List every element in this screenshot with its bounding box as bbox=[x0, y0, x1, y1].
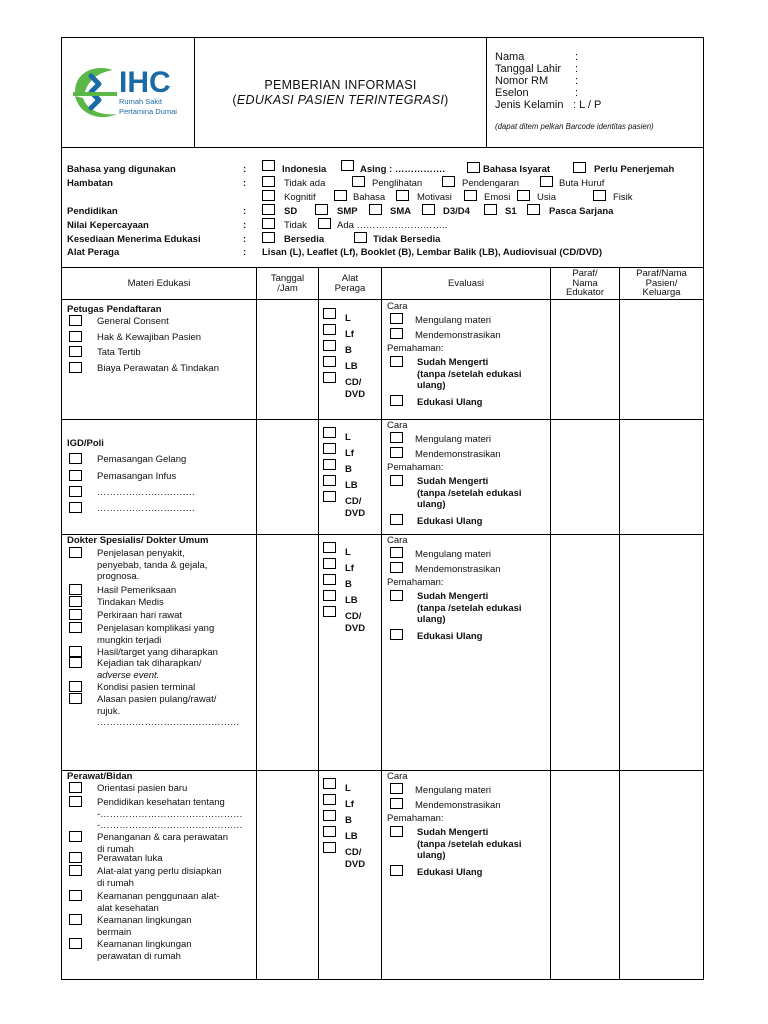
materi-checkbox-3-6[interactable] bbox=[69, 914, 82, 925]
kepercayaan-label: Nilai Kepercayaan bbox=[67, 220, 149, 231]
section-title-3: Perawat/Bidan bbox=[67, 771, 133, 782]
materi-checkbox-1-1[interactable] bbox=[69, 470, 82, 481]
materi-checkbox-3-0[interactable] bbox=[69, 782, 82, 793]
materi-item-3-3: Perawatan luka bbox=[97, 853, 163, 864]
alat-label-0-1: Lf bbox=[345, 329, 354, 340]
eselon-field[interactable]: Eselon : bbox=[495, 87, 579, 99]
barcode-note: (dapat ditem pelkan Barcode identitas pasien) bbox=[495, 122, 654, 131]
materi-item-3-2: Penanganan & cara perawatan di rumah bbox=[97, 832, 228, 855]
patient-identity-cell bbox=[487, 38, 703, 148]
section-title-0: Petugas Pendaftaran bbox=[67, 304, 162, 315]
materi-dots-1: -……………………………………… bbox=[97, 809, 243, 820]
alat-checkbox-0-0[interactable] bbox=[323, 308, 336, 319]
eval-demonstrasi-checkbox-3[interactable] bbox=[390, 798, 403, 809]
eval-pemahaman-0: Pemahaman: bbox=[387, 343, 444, 354]
materi-checkbox-2-3[interactable] bbox=[69, 609, 82, 620]
materi-item-1-0: Pemasangan Gelang bbox=[97, 454, 187, 465]
eval-mengulang-1: Mengulang materi bbox=[415, 434, 492, 445]
materi-checkbox-2-8[interactable] bbox=[69, 693, 82, 704]
materi-item-3-4: Alat-alat yang perlu disiapkan di rumah bbox=[97, 866, 222, 889]
eval-pemahaman-3: Pemahaman: bbox=[387, 813, 444, 824]
materi-checkbox-2-2[interactable] bbox=[69, 596, 82, 607]
eval-cara-3: Cara bbox=[387, 771, 408, 782]
materi-item-0-0: General Consent bbox=[97, 316, 169, 327]
materi-item-3-6: Keamanan lingkungan bermain bbox=[97, 915, 192, 938]
birth-date-field[interactable]: Tanggal Lahir : bbox=[495, 63, 579, 75]
materi-checkbox-2-4[interactable] bbox=[69, 622, 82, 633]
eval-ulang-checkbox-3[interactable] bbox=[390, 865, 403, 876]
alat-label-3-0: L bbox=[345, 783, 351, 794]
materi-item-2-6: Kejadian tak diharapkan/ bbox=[97, 658, 202, 669]
pendidikan-sd-checkbox[interactable] bbox=[262, 204, 275, 215]
alat-checkbox-0-1[interactable] bbox=[323, 324, 336, 335]
materi-dots: ……………………………………… bbox=[97, 717, 240, 728]
header-materi: Materi Edukasi bbox=[127, 277, 191, 289]
pendidikan-smp-checkbox[interactable] bbox=[315, 204, 328, 215]
materi-checkbox-0-1[interactable] bbox=[69, 331, 82, 342]
education-table bbox=[62, 268, 703, 979]
materi-checkbox-2-5[interactable] bbox=[69, 646, 82, 657]
alat-checkbox-2-0[interactable] bbox=[323, 542, 336, 553]
hambatan-pendengaran-checkbox[interactable] bbox=[442, 176, 455, 187]
eval-ulang-1: Edukasi Ulang bbox=[417, 516, 483, 527]
alat-label-0-2: B bbox=[345, 345, 352, 356]
alat-label-0-4: CD/ DVD bbox=[345, 377, 366, 400]
header-tanggal: Tanggal /Jam bbox=[270, 272, 305, 294]
bahasa-asing-checkbox[interactable] bbox=[341, 160, 354, 171]
form-header bbox=[62, 38, 703, 148]
alat-checkbox-2-3[interactable] bbox=[323, 590, 336, 601]
hambatan-emosi-checkbox[interactable] bbox=[464, 190, 477, 201]
alat-label-1-1: Lf bbox=[345, 448, 354, 459]
section-title-2: Dokter Spesialis/ Dokter Umum bbox=[67, 535, 209, 546]
materi-checkbox-1-0[interactable] bbox=[69, 453, 82, 464]
alat-label-3-1: Lf bbox=[345, 799, 354, 810]
section-title-1: IGD/Poli bbox=[67, 438, 104, 449]
patient-info-section: Bahasa yang digunakan : Indonesia Asing : ……………. Bahasa Isyarat Perlu Penerjemah Hambatan : Tidak ada Penglihatan Pendengaran Buta Huruf Kognitif Bahasa Motivasi Emosi Usia Fisik Pendidikan : SD SMP SMA D3/D4 S1 Pasca Sarjana Nilai Kepercayaan : Tidak Ada ……………………….. Kesediaan Menerima Edukasi : Bersedia Tidak Bersedia Alat Peraga : Lisan (L), Leaflet (Lf), Booklet (B), Lembar Balik (LB), Audiovisual (CD/DVD) bbox=[62, 148, 703, 268]
materi-checkbox-3-4[interactable] bbox=[69, 865, 82, 876]
eval-mengulang-3: Mengulang materi bbox=[415, 785, 492, 796]
alat-checkbox-2-1[interactable] bbox=[323, 558, 336, 569]
alat-label-1-0: L bbox=[345, 432, 351, 443]
education-form bbox=[61, 37, 704, 980]
hambatan-usia-checkbox[interactable] bbox=[517, 190, 530, 201]
materi-checkbox-2-7[interactable] bbox=[69, 681, 82, 692]
materi-dots-2: -……………………………………… bbox=[97, 820, 243, 831]
logo-brand-text: IHC bbox=[119, 66, 171, 99]
title-cell bbox=[195, 38, 487, 148]
kepercayaan-tidak-checkbox[interactable] bbox=[262, 218, 275, 229]
materi-item-1-2: …………………………. bbox=[97, 487, 195, 498]
hambatan-kognitif-checkbox[interactable] bbox=[262, 190, 275, 201]
alat-label-2-3: LB bbox=[345, 595, 358, 606]
materi-item-2-3: Perkiraan hari rawat bbox=[97, 610, 183, 621]
logo-cell bbox=[62, 38, 195, 148]
materi-checkbox-0-0[interactable] bbox=[69, 315, 82, 326]
eval-sudah-3: Sudah Mengerti (tanpa /setelah edukasi ulang) bbox=[417, 827, 522, 861]
materi-item-3-0: Orientasi pasien baru bbox=[97, 783, 188, 794]
eval-sudah-0: Sudah Mengerti (tanpa /setelah edukasi ulang) bbox=[417, 357, 522, 391]
materi-item-2-2: Tindakan Medis bbox=[97, 597, 164, 608]
eval-ulang-2: Edukasi Ulang bbox=[417, 631, 483, 642]
eval-ulang-checkbox-0[interactable] bbox=[390, 395, 403, 406]
materi-item-0-2: Tata Tertib bbox=[97, 347, 141, 358]
patient-name-field[interactable]: Nama : bbox=[495, 51, 579, 63]
materi-checkbox-0-3[interactable] bbox=[69, 362, 82, 373]
alat-label-1-4: CD/ DVD bbox=[345, 496, 366, 519]
eval-demonstrasi-checkbox-1[interactable] bbox=[390, 447, 403, 458]
hambatan-bahasa-checkbox[interactable] bbox=[334, 190, 347, 201]
materi-checkbox-1-2[interactable] bbox=[69, 486, 82, 497]
alat-checkbox-3-1[interactable] bbox=[323, 794, 336, 805]
alat-checkbox-3-4[interactable] bbox=[323, 842, 336, 853]
eval-pemahaman-1: Pemahaman: bbox=[387, 462, 444, 473]
rm-number-field[interactable]: Nomor RM : bbox=[495, 75, 579, 87]
materi-checkbox-3-3[interactable] bbox=[69, 852, 82, 863]
alat-checkbox-3-0[interactable] bbox=[323, 778, 336, 789]
bahasa-label: Bahasa yang digunakan bbox=[67, 164, 176, 175]
materi-item-2-0: Penjelasan penyakit, penyebab, tanda & gejala, prognosa. bbox=[97, 548, 208, 582]
materi-checkbox-3-7[interactable] bbox=[69, 938, 82, 949]
perlu-penerjemah-checkbox[interactable] bbox=[573, 162, 586, 173]
alat-label-2-2: B bbox=[345, 579, 352, 590]
alat-label-0-0: L bbox=[345, 313, 351, 324]
eval-sudah-1: Sudah Mengerti (tanpa /setelah edukasi ulang) bbox=[417, 476, 522, 510]
eval-demonstrasi-2: Mendemonstrasikan bbox=[415, 564, 501, 575]
hambatan-label: Hambatan bbox=[67, 178, 113, 189]
alat-checkbox-1-2[interactable] bbox=[323, 459, 336, 470]
eval-mengulang-checkbox-0[interactable] bbox=[390, 313, 403, 324]
eval-sudah-checkbox-2[interactable] bbox=[390, 590, 403, 601]
alat-peraga-legend: Lisan (L), Leaflet (Lf), Booklet (B), Lembar Balik (LB), Audiovisual (CD/DVD) bbox=[262, 247, 603, 258]
materi-checkbox-3-5[interactable] bbox=[69, 890, 82, 901]
eval-mengulang-2: Mengulang materi bbox=[415, 549, 492, 560]
alat-checkbox-3-3[interactable] bbox=[323, 826, 336, 837]
alat-label-2-1: Lf bbox=[345, 563, 354, 574]
form-title-line1: PEMBERIAN INFORMASI bbox=[264, 78, 417, 92]
materi-item-2-7: Kondisi pasien terminal bbox=[97, 682, 196, 693]
materi-checkbox-3-2[interactable] bbox=[69, 831, 82, 842]
alat-checkbox-2-2[interactable] bbox=[323, 574, 336, 585]
materi-checkbox-2-1[interactable] bbox=[69, 584, 82, 595]
eval-sudah-checkbox-3[interactable] bbox=[390, 826, 403, 837]
materi-item-0-3: Biaya Perawatan & Tindakan bbox=[97, 363, 219, 374]
alat-checkbox-0-4[interactable] bbox=[323, 372, 336, 383]
hospital-logo bbox=[65, 58, 193, 130]
eval-ulang-checkbox-1[interactable] bbox=[390, 514, 403, 525]
materi-item-adverse: adverse event. bbox=[97, 670, 160, 681]
alat-label-1-3: LB bbox=[345, 480, 358, 491]
eval-demonstrasi-1: Mendemonstrasikan bbox=[415, 449, 501, 460]
eval-sudah-checkbox-1[interactable] bbox=[390, 475, 403, 486]
eval-demonstrasi-0: Mendemonstrasikan bbox=[415, 330, 501, 341]
hambatan-buta-huruf-checkbox[interactable] bbox=[540, 176, 553, 187]
pendidikan-d3d4-checkbox[interactable] bbox=[422, 204, 435, 215]
alat-checkbox-1-3[interactable] bbox=[323, 475, 336, 486]
eval-mengulang-0: Mengulang materi bbox=[415, 315, 492, 326]
header-alat: Alat Peraga bbox=[334, 272, 366, 294]
materi-checkbox-1-3[interactable] bbox=[69, 502, 82, 513]
alat-label-2-4: CD/ DVD bbox=[345, 611, 366, 634]
alat-checkbox-2-4[interactable] bbox=[323, 606, 336, 617]
eval-demonstrasi-checkbox-0[interactable] bbox=[390, 328, 403, 339]
hambatan-tidak-ada-checkbox[interactable] bbox=[262, 176, 275, 187]
kepercayaan-ada-checkbox[interactable] bbox=[318, 218, 331, 229]
materi-item-2-4: Penjelasan komplikasi yang mungkin terjadi bbox=[97, 623, 215, 646]
alat-label-3-4: CD/ DVD bbox=[345, 847, 366, 870]
materi-item-2-1: Hasil Pemeriksaan bbox=[97, 585, 177, 596]
pendidikan-sma-checkbox[interactable] bbox=[369, 204, 382, 215]
alat-peraga-label: Alat Peraga bbox=[67, 247, 120, 258]
alat-label-2-0: L bbox=[345, 547, 351, 558]
materi-item-3-1: Pendidikan kesehatan tentang bbox=[97, 797, 225, 808]
eval-mengulang-checkbox-2[interactable] bbox=[390, 547, 403, 558]
eval-cara-0: Cara bbox=[387, 301, 408, 312]
materi-item-1-3: …………………………. bbox=[97, 503, 195, 514]
header-paraf-pasien: Paraf/Nama Pasien/ Keluarga bbox=[636, 267, 687, 299]
pendidikan-label: Pendidikan bbox=[67, 206, 118, 217]
alat-checkbox-3-2[interactable] bbox=[323, 810, 336, 821]
alat-checkbox-0-3[interactable] bbox=[323, 356, 336, 367]
materi-item-2-8: Alasan pasien pulang/rawat/ rujuk. bbox=[97, 694, 217, 717]
alat-checkbox-1-1[interactable] bbox=[323, 443, 336, 454]
materi-checkbox-2-6[interactable] bbox=[69, 657, 82, 668]
eval-ulang-3: Edukasi Ulang bbox=[417, 867, 483, 878]
logo-line1: Rumah Sakit bbox=[119, 97, 162, 106]
materi-checkbox-0-2[interactable] bbox=[69, 346, 82, 357]
hambatan-penglihatan-checkbox[interactable] bbox=[352, 176, 365, 187]
materi-item-1-1: Pemasangan Infus bbox=[97, 471, 177, 482]
eval-demonstrasi-3: Mendemonstrasikan bbox=[415, 800, 501, 811]
alat-checkbox-1-4[interactable] bbox=[323, 491, 336, 502]
materi-item-3-5: Keamanan penggunaan alat- alat kesehatan bbox=[97, 891, 220, 914]
alat-label-3-3: LB bbox=[345, 831, 358, 842]
materi-item-0-1: Hak & Kewajiban Pasien bbox=[97, 332, 202, 343]
bahasa-indonesia-checkbox[interactable] bbox=[262, 160, 275, 171]
eval-pemahaman-2: Pemahaman: bbox=[387, 577, 444, 588]
eval-sudah-checkbox-0[interactable] bbox=[390, 356, 403, 367]
logo-line2: Pertamina Dumai bbox=[119, 107, 177, 116]
eval-cara-2: Cara bbox=[387, 535, 408, 546]
eval-mengulang-checkbox-1[interactable] bbox=[390, 432, 403, 443]
alat-checkbox-1-0[interactable] bbox=[323, 427, 336, 438]
kesediaan-tidak-bersedia-checkbox[interactable] bbox=[354, 232, 367, 243]
eval-ulang-0: Edukasi Ulang bbox=[417, 397, 483, 408]
eval-sudah-2: Sudah Mengerti (tanpa /setelah edukasi ulang) bbox=[417, 591, 522, 625]
eval-cara-1: Cara bbox=[387, 420, 408, 431]
form-title-line2: (EDUKASI PASIEN TERINTEGRASI) bbox=[232, 93, 449, 107]
eval-demonstrasi-checkbox-2[interactable] bbox=[390, 562, 403, 573]
gender-field[interactable]: Jenis Kelamin : L / P bbox=[495, 99, 602, 111]
kesediaan-bersedia-checkbox[interactable] bbox=[262, 232, 275, 243]
bahasa-isyarat-checkbox[interactable] bbox=[467, 162, 480, 173]
eval-mengulang-checkbox-3[interactable] bbox=[390, 783, 403, 794]
alat-label-3-2: B bbox=[345, 815, 352, 826]
materi-checkbox-2-0[interactable] bbox=[69, 547, 82, 558]
materi-item-2-5: Hasil/target yang diharapkan bbox=[97, 647, 218, 658]
materi-item-3-7: Keamanan lingkungan perawatan di rumah bbox=[97, 939, 192, 962]
materi-checkbox-3-1[interactable] bbox=[69, 796, 82, 807]
header-paraf-edukator: Paraf/ Nama Edukator bbox=[565, 267, 605, 299]
hambatan-fisik-checkbox[interactable] bbox=[593, 190, 606, 201]
alat-label-1-2: B bbox=[345, 464, 352, 475]
eval-ulang-checkbox-2[interactable] bbox=[390, 629, 403, 640]
pendidikan-s1-checkbox[interactable] bbox=[484, 204, 497, 215]
alat-label-0-3: LB bbox=[345, 361, 358, 372]
alat-checkbox-0-2[interactable] bbox=[323, 340, 336, 351]
hambatan-motivasi-checkbox[interactable] bbox=[396, 190, 409, 201]
kesediaan-label: Kesediaan Menerima Edukasi bbox=[67, 234, 201, 245]
pendidikan-pasca-sarjana-checkbox[interactable] bbox=[527, 204, 540, 215]
header-evaluasi: Evaluasi bbox=[448, 277, 484, 289]
